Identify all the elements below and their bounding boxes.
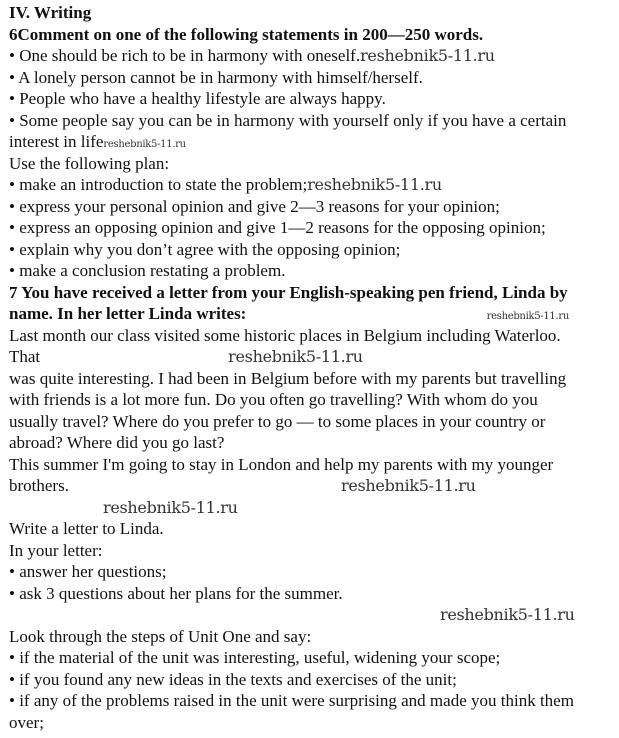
plan-intro (0, 153, 619, 175)
letter-line (0, 411, 619, 433)
review-item-text: • if any of the problems raised in the unit were surprising and made you think them (9, 691, 574, 710)
watermark: reshebnik5-11.ru (440, 605, 575, 624)
watermark: reshebnik5-11.ru (340, 476, 476, 495)
plan-item (0, 174, 619, 196)
letter-line-text: was quite interesting. I had been in Belgium before with my parents but travelling (9, 368, 567, 388)
task7-title-text: name. In her letter Linda writes: (9, 304, 247, 323)
letter-line-text: abroad? Where did you go last? (9, 433, 225, 452)
review-item (0, 647, 619, 669)
plan-item (0, 196, 619, 218)
section-heading (0, 2, 619, 24)
letter-line (0, 432, 619, 454)
watermark: reshebnik5-11.ru (103, 497, 238, 517)
letter-line (0, 346, 619, 368)
letter-line (0, 475, 619, 497)
task7-title (0, 282, 619, 304)
task7-title (0, 303, 619, 325)
statement-text: interest in life (9, 132, 104, 151)
watermark-line (0, 604, 619, 626)
letter-line (0, 368, 619, 390)
watermark: reshebnik5-11.ru (360, 46, 495, 65)
letter-line-text: This summer I'm going to stay in London and help my parents with my younger (9, 454, 554, 474)
statement-text: • A lonely person cannot be in harmony with himself/herself. (9, 67, 423, 87)
review-item (0, 690, 619, 712)
plan-item-text: • explain why you don’t agree with the opposing opinion; (9, 239, 401, 259)
letter-line-text: usually travel? Where do you prefer to go — to some places in your country or (9, 411, 546, 431)
statement (0, 110, 619, 132)
task6-title (0, 24, 619, 46)
letter-line (0, 325, 619, 347)
statement-text: • Some people say you can be in harmony with yourself only if you have a certain (9, 110, 567, 130)
instruction (0, 561, 619, 583)
letter-line-text: Last month our class visited some historic places in Belgium including Waterloo. (9, 325, 561, 345)
review-item-text: over; (9, 712, 44, 732)
plan-item (0, 260, 619, 282)
review-item-text: • if you found any new ideas in the texts and exercises of the unit; (9, 669, 457, 689)
plan-item-text: • make an introduction to state the problem; (9, 175, 308, 194)
task7-title-text: 7 You have received a letter from your English-speaking pen friend, Linda by (9, 282, 568, 302)
letter-line-text: That (9, 347, 41, 366)
instruction (0, 540, 619, 562)
plan-item-text: • express an opposing opinion and give 1—2 reasons for the opposing opinion; (9, 218, 546, 237)
statement (0, 45, 619, 67)
review-item (0, 712, 619, 734)
review-item (0, 669, 619, 691)
letter-line-text: brothers. (9, 476, 69, 495)
watermark-line (0, 497, 619, 519)
instruction-text: Write a letter to Linda. (9, 519, 164, 538)
instruction (0, 518, 619, 540)
plan-item (0, 239, 619, 261)
letter-line (0, 389, 619, 411)
plan-item-text: • express your personal opinion and give 2—3 reasons for your opinion; (9, 196, 500, 216)
letter-line-text: with friends is a lot more fun. Do you often go travelling? With whom do you (9, 390, 538, 409)
task6-title-text: 6Comment on one of the following statements in 200—250 words. (9, 24, 484, 44)
review-item-text: • if the material of the unit was interesting, useful, widening your scope; (9, 648, 501, 667)
section-heading-text: IV. Writing (9, 3, 92, 22)
plan-intro-text: Use the following plan: (9, 153, 170, 173)
statement-continued (0, 131, 619, 153)
statement-text: • People who have a healthy lifestyle are always happy. (9, 89, 386, 108)
instruction-text: • ask 3 questions about her plans for the summer. (9, 583, 343, 603)
watermark: reshebnik5-11.ru (228, 347, 363, 366)
statement-text: • One should be rich to be in harmony with oneself. (9, 46, 361, 65)
review-intro-text: Look through the steps of Unit One and say: (9, 626, 312, 646)
instruction-text: In your letter: (9, 540, 103, 560)
plan-item (0, 217, 619, 239)
watermark: reshebnik5-11.ru (486, 311, 569, 322)
plan-item-text: • make a conclusion restating a problem. (9, 261, 286, 280)
instruction (0, 583, 619, 605)
review-intro (0, 626, 619, 648)
instruction-text: • answer her questions; (9, 562, 167, 581)
watermark: reshebnik5-11.ru (307, 175, 442, 194)
letter-line (0, 454, 619, 476)
watermark: reshebnik5-11.ru (103, 139, 186, 150)
statement (0, 67, 619, 89)
statement (0, 88, 619, 110)
